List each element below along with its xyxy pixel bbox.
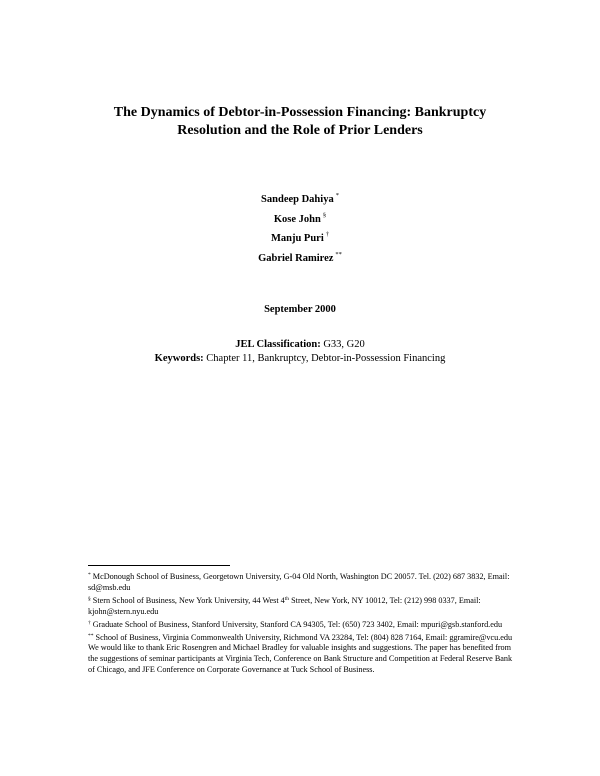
footnote-mark: †: [88, 619, 91, 626]
footnote: [88, 570, 518, 594]
keywords-value: Chapter 11, Bankruptcy, Debtor-in-Possession Financing: [206, 353, 446, 364]
title-line-1: The Dynamics of Debtor-in-Possession Financing: Bankruptcy: [113, 105, 487, 120]
author: [200, 247, 400, 267]
footnote-text: School of Business, Virginia Commonwealth University, Richmond VA 23284, Tel: (804) 828 7164, Email: ggramire@vcu.edu: [95, 632, 513, 642]
footnotes: [88, 570, 518, 676]
author-footnote-mark: *: [335, 192, 339, 199]
footnote-mark: **: [88, 632, 94, 639]
author-name: Kose John: [273, 213, 321, 225]
jel-label: JEL Classification:: [235, 339, 321, 350]
author-name: Gabriel Ramirez: [258, 252, 334, 264]
footnote: [88, 594, 518, 618]
footnote-divider: [88, 565, 230, 566]
footnote-text: Graduate School of Business, Stanford University, Stanford CA 94305, Tel: (650) 723 3402, Email: mpuri@gsb.stanford.edu: [92, 619, 503, 629]
paper-date: September 2000: [264, 304, 336, 315]
footnote-text: McDonough School of Business, Georgetown University, G-04 Old North, Washington DC 20057. Tel. (202) 687 3832, Email: sd@msb.edu: [88, 572, 510, 592]
acknowledgements: We would like to thank Eric Rosengren and Michael Bradley for valuable insights and suggestions. The paper has benefited from the suggestions of seminar participants at Virginia Tech, Conference on Bank Structure and Competition at Federal Reserve Bank of Chicago, and JFE Conference on Corporate Governance at Tuck School of Business.: [88, 643, 513, 675]
keywords-label: Keywords:: [154, 353, 204, 364]
classification-block: [100, 338, 500, 366]
author-name: Manju Puri: [270, 233, 324, 244]
author: [200, 208, 400, 228]
author-footnote-mark: †: [325, 231, 330, 238]
author-name: Sandeep Dahiya: [261, 194, 334, 205]
footnote-text: Stern School of Business, New York University, 44 West 4: [92, 595, 285, 605]
title-line-2: Resolution and the Role of Prior Lenders: [177, 123, 423, 138]
footnote-superscript: th: [284, 595, 290, 602]
author-footnote-mark: §: [322, 211, 327, 219]
footnote-mark: §: [88, 595, 91, 602]
footnote-text: Street, New York, NY 10012, Tel: (212) 998 0337, Email: kjohn@stern.nyu.edu: [88, 595, 481, 616]
paper-title: [90, 104, 510, 140]
author: [200, 227, 400, 247]
author-footnote-mark: **: [335, 250, 342, 258]
jel-value: G33, G20: [323, 339, 365, 350]
author: [200, 188, 400, 208]
jel-classification: [100, 338, 500, 352]
footnote: [88, 618, 518, 631]
keywords: [100, 352, 500, 366]
footnote-mark: *: [88, 572, 91, 578]
author-list: [200, 188, 400, 266]
footnote: [88, 631, 518, 644]
